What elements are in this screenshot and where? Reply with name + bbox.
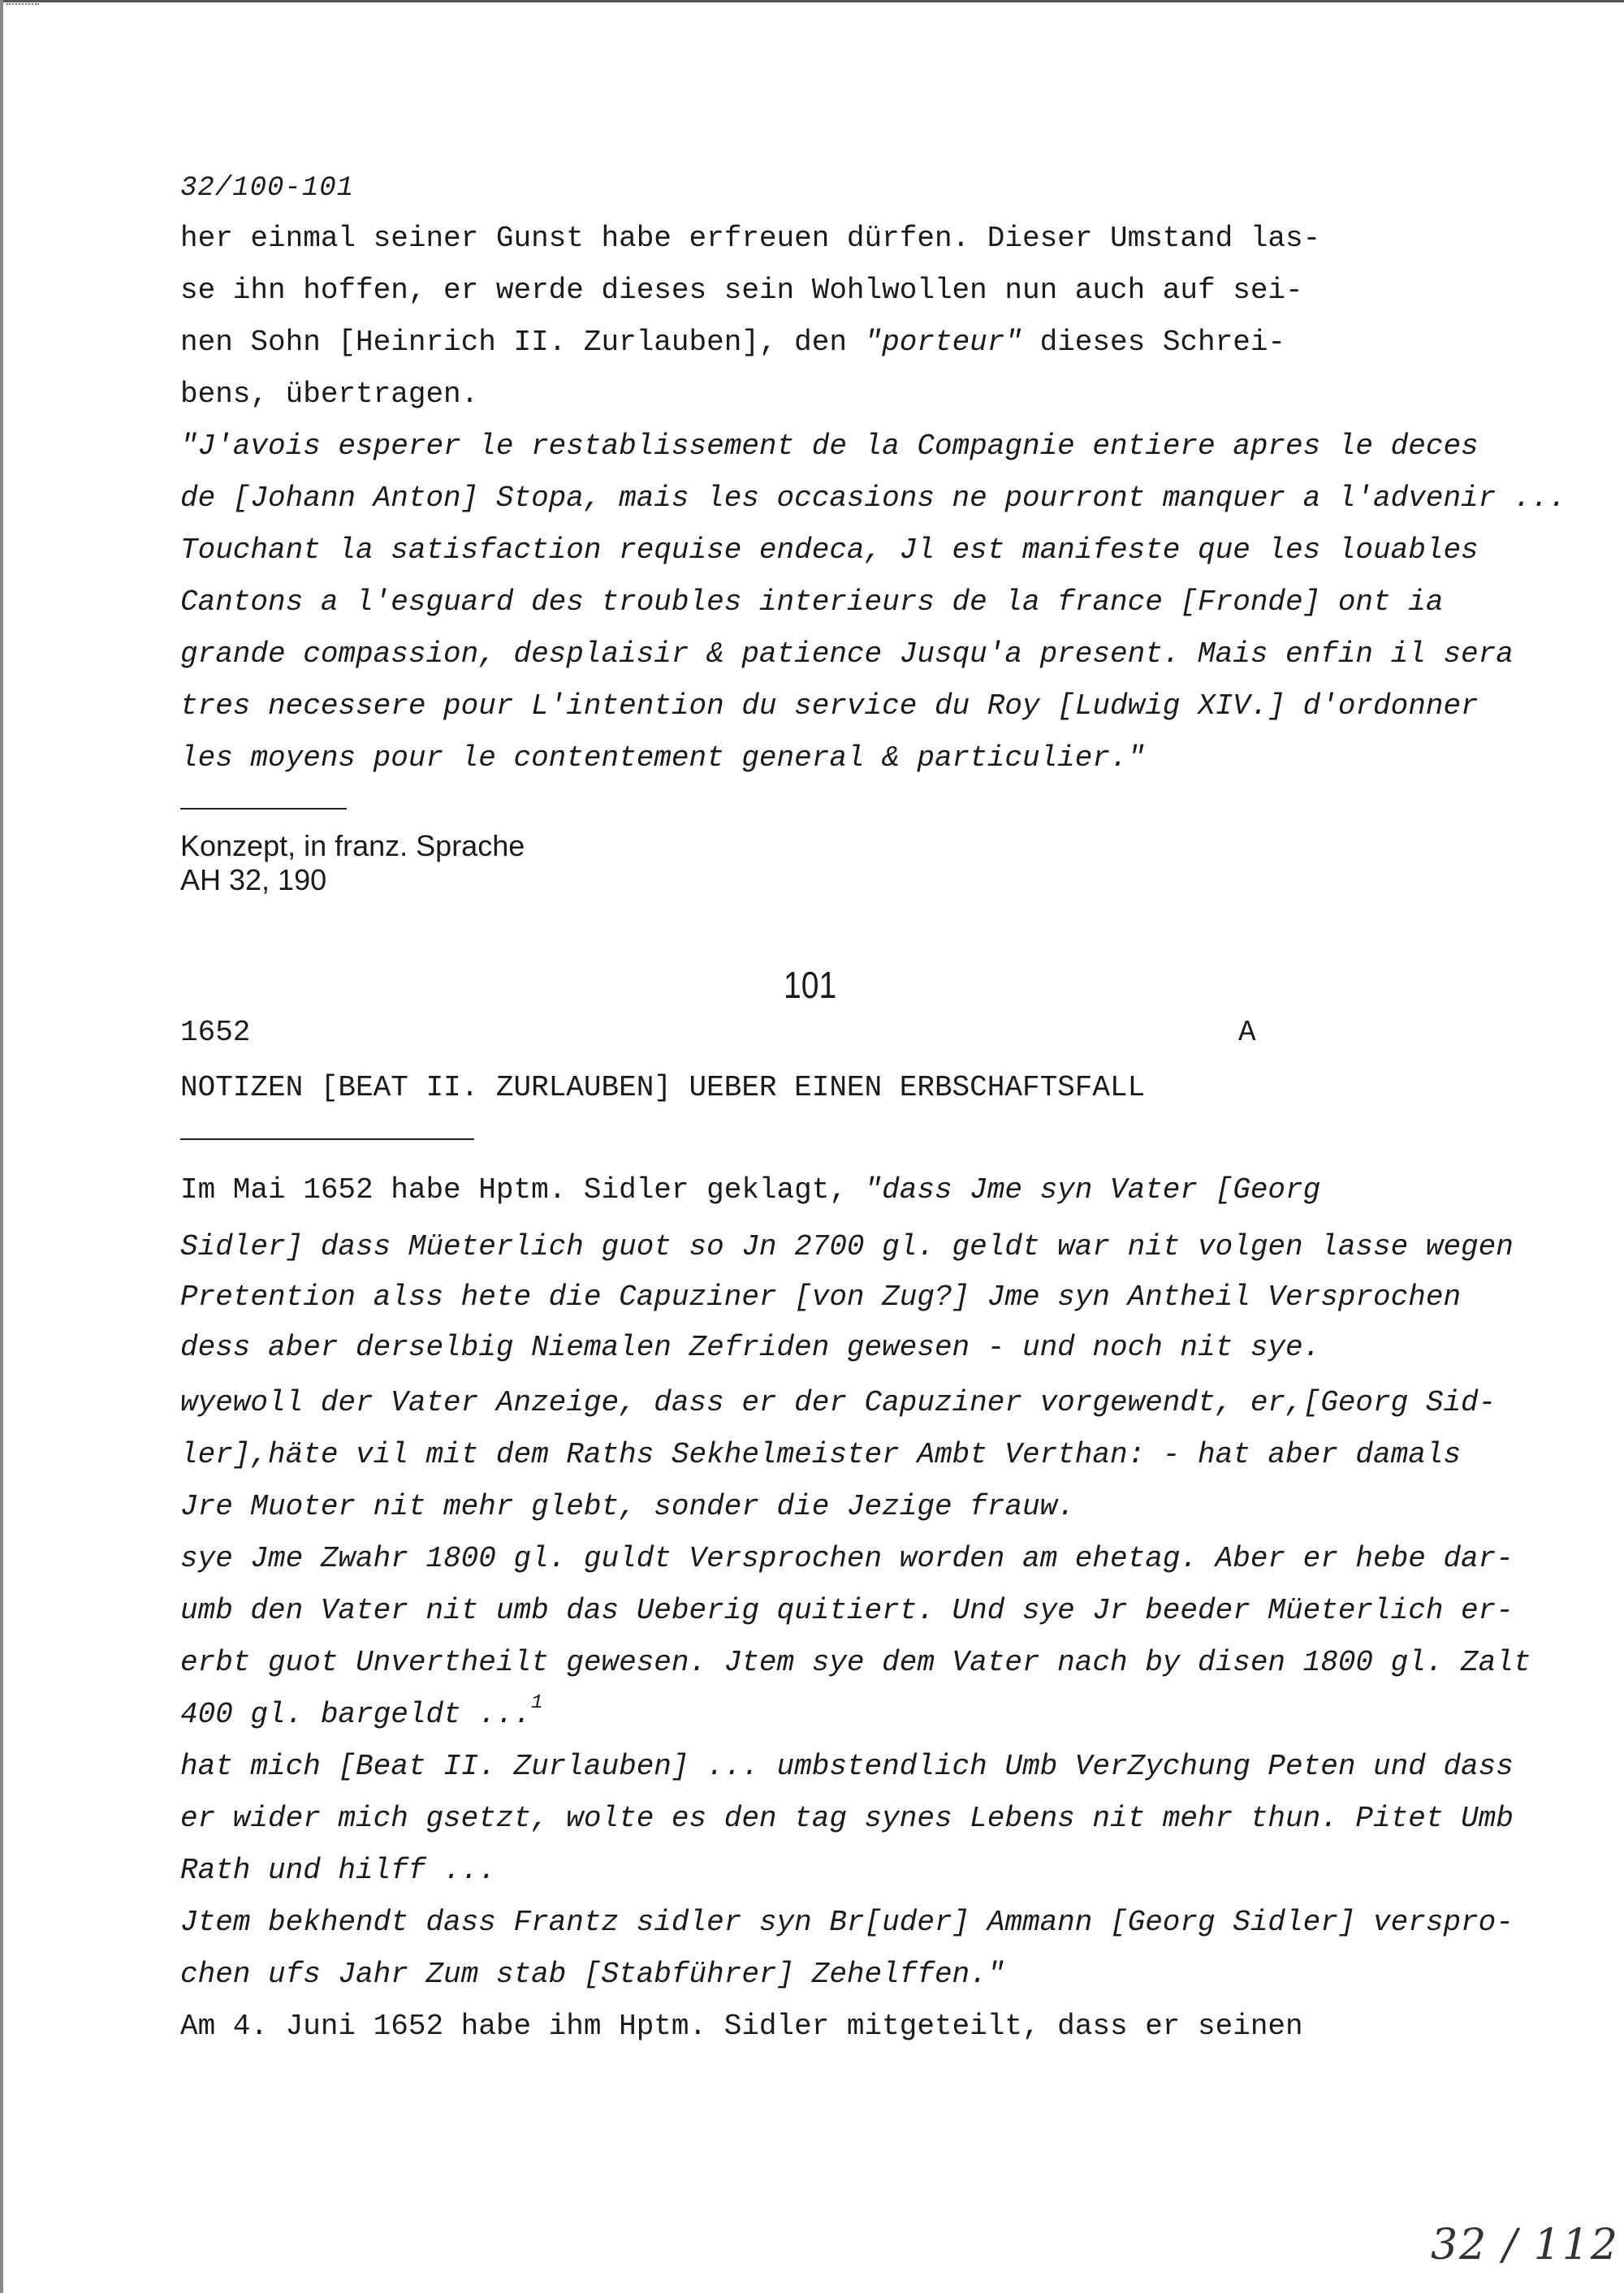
page-reference: 32/100-101 [180,173,355,204]
quote-de-line: hat mich [Beat II. Zurlauben] ... umbstendlich Umb VerZychung Peten und dass [180,1750,1514,1783]
quote-de-line: erbt guot Unvertheilt gewesen. Jtem sye dem Vater nach by disen 1800 gl. Zalt [180,1646,1531,1679]
continuation-line: nen Sohn [Heinrich II. Zurlauben], den "porteur" dieses Schrei- [180,326,1286,359]
title-rule [180,1138,474,1140]
continuation-line-text: nen Sohn [Heinrich II. Zurlauben], den [180,326,865,359]
document-number: 101 [784,964,837,1006]
quote-fr-line: les moyens pour le contentement general & particulier." [180,741,1146,775]
continuation-line: her einmal seiner Gunst habe erfreuen dürfen. Dieser Umstand las- [180,222,1321,255]
quote-de-line: er wider mich gsetzt, wolte es den tag synes Lebens nit mehr thun. Pitet Umb [180,1802,1514,1835]
footnote-mark: 1 [531,1692,543,1714]
quote-de-line: Sidler] dass Müeterlich guot so Jn 2700 gl. geldt war nit volgen lasse wegen [180,1230,1514,1263]
continuation-line: se ihn hoffen, er werde dieses sein Wohlwollen nun auch auf sei- [180,274,1303,307]
quote-fr-line: "J'avois esperer le restablissement de la Compagnie entiere apres le deces [180,430,1479,463]
handwritten-folio-number: 32 / 112 [1431,2221,1619,2269]
quote-de-line: sye Jme Zwahr 1800 gl. guldt Versprochen worden am ehetag. Aber er hebe dar- [180,1542,1514,1575]
quote-fr-line: de [Johann Anton] Stopa, mais les occasions ne pourront manquer a l'advenir ... [180,481,1566,515]
quote-de-line: umb den Vater nit umb das Ueberig quitiert. Und sye Jr beeder Müeterlich er- [180,1594,1514,1627]
source-note-line: Konzept, in franz. Sprache [180,829,525,862]
document-type-letter: A [1238,1016,1256,1049]
quote-fr-line: grande compassion, desplaisir & patience Jusqu'a present. Mais enfin il sera [180,637,1514,671]
body-line [180,1172,1320,1208]
scan-border-left [0,0,3,2293]
quote-de-line: Jre Muoter nit mehr glebt, sonder die Jezige frauw. [180,1490,1075,1523]
document-title: NOTIZEN [BEAT II. ZURLAUBEN] UEBER EINEN ERBSCHAFTSFALL [180,1071,1146,1104]
quote-de-line: chen ufs Jahr Zum stab [Stabführer] Zehelffen." [180,1958,1005,1991]
source-note-line: AH 32, 190 [180,863,327,896]
document-year: 1652 [180,1016,251,1049]
body-line: Am 4. Juni 1652 habe ihm Hptm. Sidler mitgeteilt, dass er seinen [180,2010,1303,2043]
footnote-rule [180,808,347,810]
quote-fr-line: tres necessere pour L'intention du service du Roy [Ludwig XIV.] d'ordonner [180,689,1479,723]
quote-de-line: Pretention alss hete die Capuziner [von Zug?] Jme syn Antheil Versprochen [180,1280,1462,1314]
continuation-line: bens, übertragen. [180,378,479,411]
scan-border-top [0,0,1624,2]
scan-corner-mark [6,3,39,10]
footnote-line-text: 400 gl. bargeldt ... [180,1698,532,1731]
body-intro: Im Mai 1652 habe Hptm. Sidler geklagt, [180,1173,865,1207]
quote-fr-line: Touchant la satisfaction requise endeca, Jl est manifeste que les louables [180,533,1479,567]
quote-de-line: Rath und hilff ... [180,1854,496,1887]
quote-de-line: dess aber derselbig Niemalen Zefriden gewesen - und noch nit sye. [180,1331,1321,1364]
quote-de-line [180,1692,543,1733]
quote-de-line: Jtem bekhendt dass Frantz sidler syn Br[uder] Ammann [Georg Sidler] verspro- [180,1906,1514,1939]
quote-fr-line: Cantons a l'esguard des troubles interieurs de la france [Fronde] ont ia [180,585,1444,619]
quote-de-line: wyewoll der Vater Anzeige, dass er der Capuziner vorgewendt, er,[Georg Sid- [180,1386,1497,1419]
porteur-word: "porteur" [864,326,1022,359]
quote-de-line: ler],häte vil mit dem Raths Sekhelmeister Ambt Verthan: - hat aber damals [180,1438,1462,1471]
quote-de-start: "dass Jme syn Vater [Georg [864,1173,1321,1207]
